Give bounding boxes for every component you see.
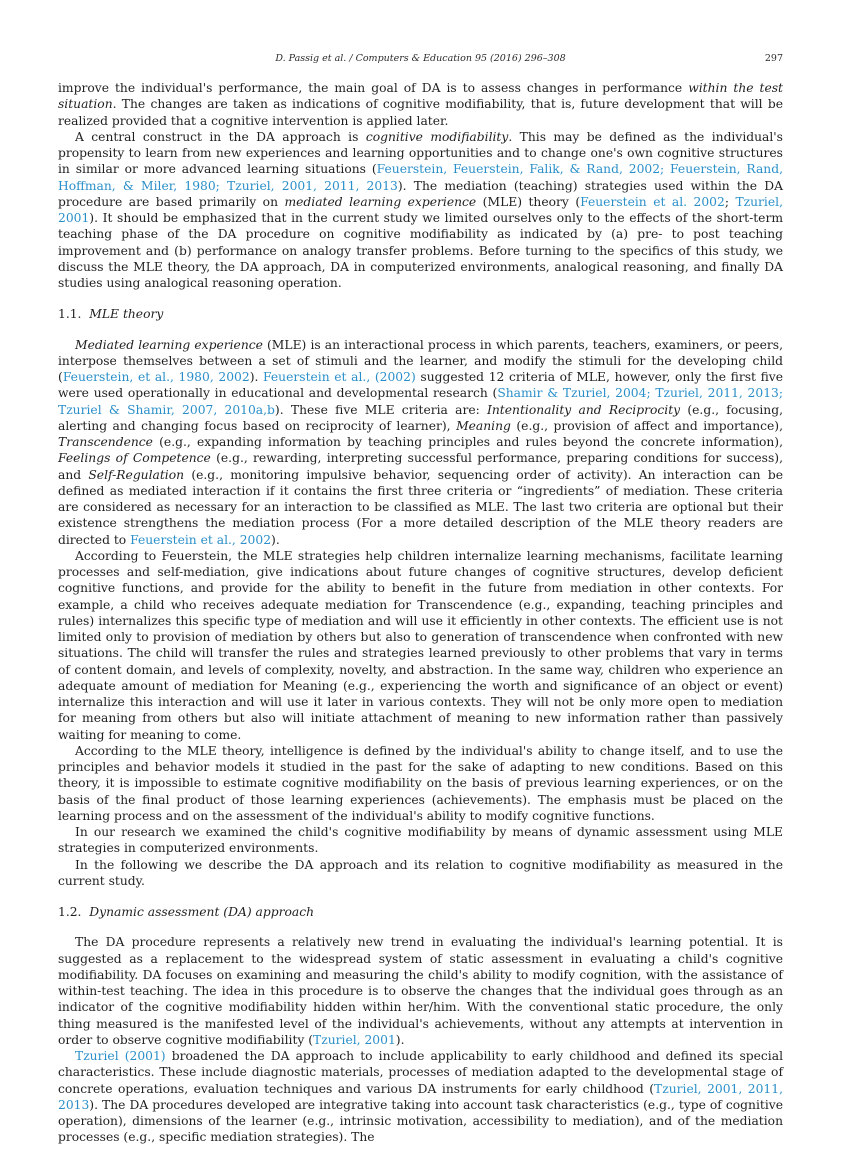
citation-link[interactable]: Feuerstein, et al., 1980, 2002 [62,370,250,384]
paragraph-continued: improve the individual's performance, the main goal of DA is to assess changes in performance within the test situation. The changes are taken as indications of cognitive modifiability, that is, future development that will be realized provided that a cognitive intervention is applied later. [58,81,783,128]
running-title: D. Passig et al. / Computers & Education 95 (2016) 296–308 [275,53,566,64]
citation-link[interactable]: Feuerstein, Feuerstein, Falik, & Rand, 2002; Feuerstein, Rand, Hoffman, & Miler, 1980; Tzuriel, 2001, 2011, 2013 [58,162,783,193]
page-number: 297 [764,53,783,64]
paragraph-feuerstein-strategies: According to Feuerstein, the MLE strategies help children internalize learning mechanisms, facilitate learning processes and self-mediation, give indications about future changes of cognitive structures, develop deficient cognitive functions, and provide for the ability to benefit in the future from mediation in other contexts. For example, a child who receives adequate mediation for Transcendence (e.g., expanding, teaching principles and rules) internalizes this specific type of mediation and will use it efficiently in other contexts. The efficient use is not limited only to provision of mediation by others but also to generation of transcendence when confronted with new situations. The child will transfer the rules and strategies learned previously to other problems that vary in terms of content domain, and levels of complexity, novelty, and abstraction. In the same way, children who experience an adequate amount of mediation for Meaning (e.g., experiencing the worth and significance of an object or event) internalize this interaction and will use it later in various contexts. They will not be only more open to mediation for meaning from others but also will initiate attachment of meaning to new information rather than passively waiting for meaning to come. [58,548,783,742]
paragraph-following: In the following we describe the DA approach and its relation to cognitive modifiability as measured in the current study. [58,857,783,888]
citation-link[interactable]: Tzuriel, 2001 [313,1032,396,1047]
paragraph-tzuriel-broadened: Tzuriel (2001) broadened the DA approach to include applicability to early childhood and defined its special characteristics. These include diagnostic materials, processes of mediation adapted to the developmental stage of concrete operations, evaluation techniques and various DA instruments for early childhood (Tzuriel, 2001, 2011, 2013). The DA procedures developed are integrative taking into account task characteristics (e.g., type of cognitive operation), dimensions of the learner (e.g., intrinsic motivation, accessibility to mediation), and of the mediation processes (e.g., specific mediation strategies). The [58,1049,784,1145]
paragraph-da-procedure: The DA procedure represents a relatively new trend in evaluating the individual's learning potential. It is suggested as a replacement to the widespread system of static assessment in evaluating a child's cognitive modifiability. DA focuses on examining and measuring the child's ability to modify cognition, with the assistance of within-test teaching. The idea in this procedure is to observe the changes that the individual goes through as an indicator of the cognitive modifiability hidden within her/him. With the conventional static procedure, the only thing measured is the manifested level of the individual's achievements, without any attempts at intervention in order to observe cognitive modifiability (Tzuriel, 2001). [58,935,783,1047]
citation-link[interactable]: Feuerstein et al., (2002) [263,370,416,384]
citation-link[interactable]: Feuerstein et al. 2002 [580,194,725,209]
paragraph-our-research: In our research we examined the child's cognitive modifiability by means of dynamic assessment using MLE strategies in computerized environments. [58,825,783,856]
paragraph-intelligence-definition: According to the MLE theory, intelligence is defined by the individual's ability to change itself, and to use the principles and behavior models it studied in the past for the sake of adapting to new conditions. Based on this theory, it is impossible to estimate cognitive modifiability on the basis of previous learning experiences, or on the basis of the final product of those learning experiences (achievements). The emphasis must be placed on the learning process and on the assessment of the individual's ability to modify cognitive functions. [58,743,783,823]
citation-link[interactable]: Tzuriel, 2001 [58,194,783,225]
section-heading-mle-theory: 1.1. MLE theory [58,307,164,322]
section-heading-dynamic-assessment: 1.2. Dynamic assessment (DA) approach [58,905,315,919]
paragraph-cognitive-modifiability: A central construct in the DA approach is cognitive modifiability. This may be defined as the individual's propensity to learn from new experiences and learning opportunities and to change one's own cognitive structures in similar or more advanced learning situations (Feuerstein, Feuerstein, Falik, & Rand, 2002; Feuerstein, Rand, Hoffman, & Miler, 1980; Tzuriel, 2001, 2011, 2013). The mediation (teaching) strategies used within the DA procedure are based primarily on mediated learning experience (MLE) theory (Feuerstein et al. 2002; Tzuriel, 2001). It should be emphasized that in the current study we limited ourselves only to the effects of the short-term teaching phase of the DA procedure on cognitive modifiability as indicated by (a) pre- to post teaching improvement and (b) performance on analogy transfer problems. Before turning to the specifics of this study, we discuss the MLE theory, the DA approach, DA in computerized environments, analogical reasoning, and finally DA studies using analogical reasoning operation. [58,129,783,290]
citation-link[interactable]: Tzuriel, 2001, 2011, 2013 [58,1081,783,1112]
article-body [58,80,783,1146]
citation-link[interactable]: Shamir & Tzuriel, 2004; Tzuriel, 2011, 2013; Tzuriel & Shamir, 2007, 2010a,b [58,386,783,417]
citation-link[interactable]: Tzuriel (2001) [75,1049,166,1063]
citation-link[interactable]: Feuerstein et al., 2002 [130,532,272,547]
running-header [58,53,783,64]
paragraph-mle-definition: Mediated learning experience (MLE) is an interactional process in which parents, teachers, examiners, or peers, interpose themselves between a set of stimuli and the learner, and modify the stimuli for the developing child (Feuerstein, et al., 1980, 2002). Feuerstein et al., (2002) suggested 12 criteria of MLE, however, only the first five were used operationally in educational and developmental research (Shamir & Tzuriel, 2004; Tzuriel, 2011, 2013; Tzuriel & Shamir, 2007, 2010a,b). These five MLE criteria are: Intentionality and Reciprocity (e.g., focusing, alerting and changing focus based on reciprocity of learner), Meaning (e.g., provision of affect and importance), Transcendence (e.g., expanding information by teaching principles and rules beyond the concrete information), Feelings of Competence (e.g., rewarding, interpreting successful performance, preparing conditions for success), and Self-Regulation (e.g., monitoring impulsive behavior, sequencing order of activity). An interaction can be defined as mediated interaction if it contains the first three criteria or “ingredients” of mediation. These criteria are considered as necessary for an interaction to be classified as MLE. The last two criteria are optional but their existence strengthens the mediation process (For a more detailed description of the MLE theory readers are directed to Feuerstein et al., 2002). [58,337,784,547]
